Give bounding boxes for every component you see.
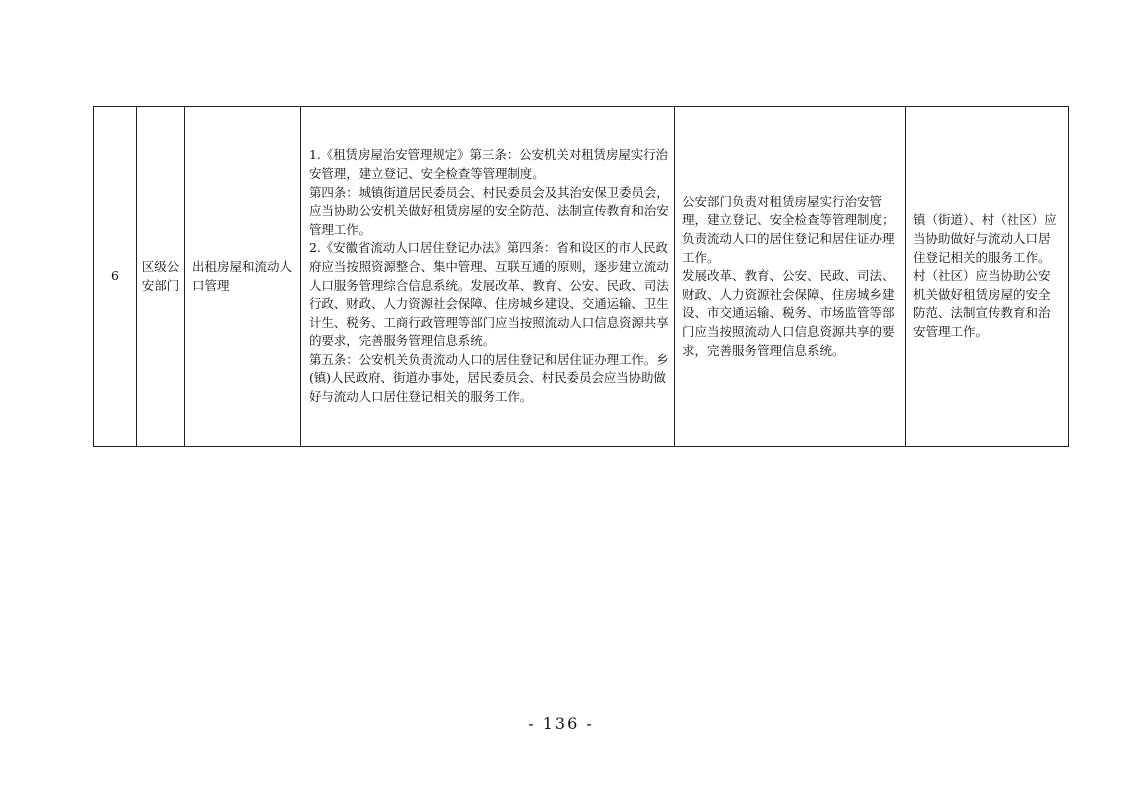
department-duty-paragraph: 发展改革、教育、公安、民政、司法、财政、人力资源社会保障、住房城乡建设、市交通运输、税务、市场监管等部门应当按照流动人口信息资源共享的要求，完善服务管理信息系统。 xyxy=(682,268,895,358)
department-cell xyxy=(137,107,185,447)
town-duty-paragraph: 村（社区）应当协助公安机关做好租赁房屋的安全防范、法制宣传教育和治安管理工作。 xyxy=(913,268,1051,339)
legal-basis-cell xyxy=(301,107,675,447)
responsibility-table xyxy=(93,106,1069,447)
page-number: - 136 - xyxy=(528,714,594,733)
legal-basis-paragraph: 第五条：公安机关负责流动人口的居住登记和居住证办理工作。乡(镇)人民政府、街道办事处，居民委员会、村民委员会应当协助做好与流动人口居住登记相关的服务工作。 xyxy=(309,351,669,405)
row-number-cell xyxy=(94,107,137,447)
table-row xyxy=(94,107,1069,447)
legal-basis-paragraph: 1.《租赁房屋治安管理规定》第三条：公安机关对租赁房屋实行治安管理，建立登记、安全检查等管理制度。 xyxy=(309,147,668,181)
department-duty-paragraph: 公安部门负责对租赁房屋实行治安管理，建立登记、安全检查等管理制度；负责流动人口的居住登记和居住证办理工作。 xyxy=(682,193,895,265)
town-duty-paragraph: 镇（街道）、村（社区）应当协助做好与流动人口居住登记相关的服务工作。 xyxy=(913,212,1057,265)
town-duties-cell xyxy=(906,107,1069,447)
department-duties-cell xyxy=(675,107,906,447)
legal-basis-paragraph: 第四条：城镇街道居民委员会、村民委员会及其治安保卫委员会，应当协助公安机关做好租赁房屋的安全防范、法制宣传教育和治安管理工作。 xyxy=(309,184,669,237)
item-name: 出租房屋和流动人口管理 xyxy=(192,258,293,293)
row-number: 6 xyxy=(111,268,119,284)
legal-basis-paragraph: 2.《安徽省流动人口居住登记办法》第四条：省和设区的市人民政府应当按照资源整合、集中管理、互联互通的原则，逐步建立流动人口服务管理综合信息系统。发展改革、教育、公安、民政、司法行政、财政、人力资源社会保障、住房城乡建设、交通运输、卫生计生、税务、工商行政管理等部门应当按照流动人口信息资源共享的要求，完善服务管理信息系统。 xyxy=(309,240,669,349)
department-name: 区级公安部门 xyxy=(141,258,180,293)
item-cell xyxy=(185,107,301,447)
